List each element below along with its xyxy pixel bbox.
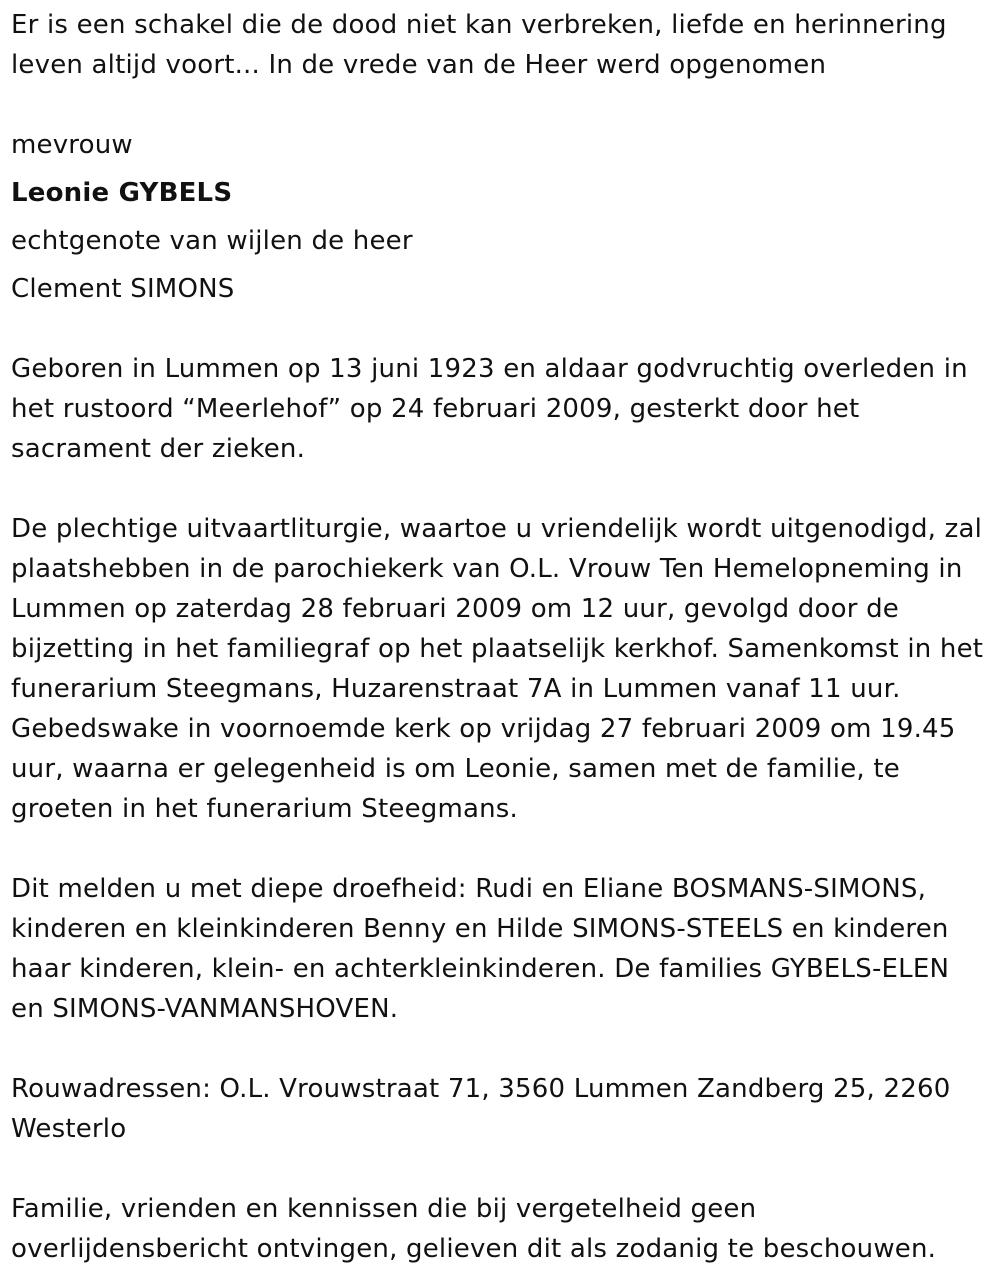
birth-death-text: Geboren in Lummen op 13 juni 1923 en aldaar godvruchtig overleden in het rustoord “Meerlehof” op 24 februari 2009, gesterkt door het sacrament der zieken.	[11, 354, 968, 464]
family-text: Dit melden u met diepe droefheid: Rudi en Eliane BOSMANS-SIMONS, kinderen en kleinkinderen Benny en Hilde SIMONS-STEELS en kinderen haar kinderen, klein- en achterkleinkinderen. De families GYBELS-ELEN en SIMONS-VANMANSHOVEN.	[11, 874, 950, 1024]
title-prefix: mevrouw	[11, 130, 133, 160]
closing-text: Familie, vrienden en kennissen die bij vergetelheid geen overlijdensbericht ontvingen, gelieven dit als zodanig te beschouwen.	[11, 1194, 937, 1264]
relation-text: echtgenote van wijlen de heer	[11, 226, 413, 256]
intro-text: Er is een schakel die de dood niet kan verbreken, liefde en herinnering leven altijd voort... In de vrede van de Heer werd opgenomen	[11, 10, 947, 80]
spouse-name: Clement SIMONS	[11, 274, 235, 304]
funeral-text: De plechtige uitvaartliturgie, waartoe u vriendelijk wordt uitgenodigd, zal plaatshebben in de parochiekerk van O.L. Vrouw Ten Hemelopneming in Lummen op zaterdag 28 februari 2009 om 12 uur, gevolgd door de bijzetting in het familiegraf op het plaatselijk kerkhof. Samenkomst in het funerarium Steegmans, Huzarenstraat 7A in Lummen vanaf 11 uur. Gebedswake in voornoemde kerk op vrijdag 27 februari 2009 om 19.45 uur, waarna er gelegenheid is om Leonie, samen met de familie, te groeten in het funerarium Steegmans.	[11, 514, 984, 824]
addresses-text: Rouwadressen: O.L. Vrouwstraat 71, 3560 Lummen Zandberg 25, 2260 Westerlo	[11, 1074, 951, 1144]
deceased-name: Leonie GYBELS	[11, 178, 233, 208]
